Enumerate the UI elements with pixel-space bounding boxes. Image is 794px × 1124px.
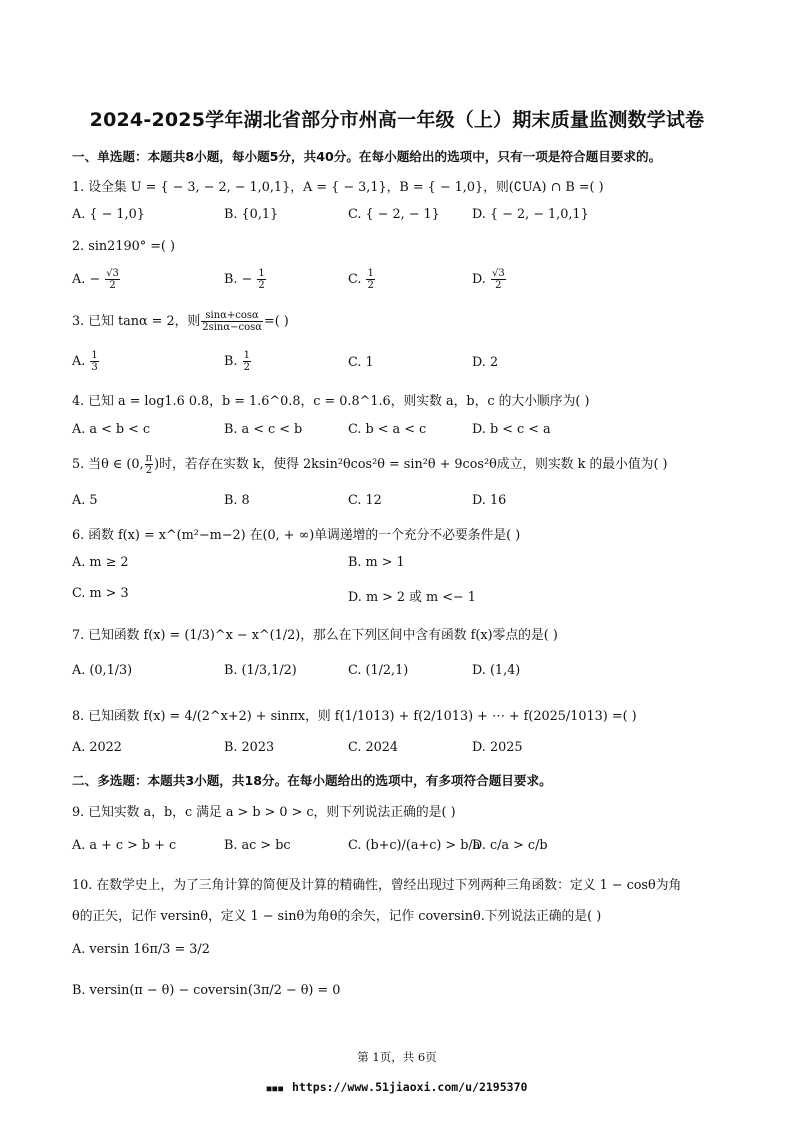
- numerator: sinα+cosα: [201, 310, 263, 322]
- watermark-url: https://www.51jiaoxi.com/u/2195370: [292, 1080, 528, 1094]
- q6-option-c: C. m > 3: [72, 586, 129, 601]
- q9-option-c: C. (b+c)/(a+c) > b/a: [348, 838, 481, 853]
- q5-option-a: A. 5: [72, 493, 98, 508]
- q3-option-c: C. 1: [348, 355, 374, 370]
- question-3-stem: [72, 310, 289, 333]
- q6-option-b: B. m > 1: [348, 555, 405, 570]
- q8-option-d: D. 2025: [472, 740, 523, 755]
- denominator: 2: [495, 280, 502, 291]
- q1-option-c: C. { − 2, − 1}: [348, 207, 440, 222]
- numerator: √3: [491, 268, 505, 279]
- q2-option-d-fraction: [491, 268, 506, 291]
- q5-stem-fraction: [145, 453, 154, 476]
- question-10-line-2: θ的正矢，记作 versinθ，定义 1 − sinθ为角θ的余矢，记作 coversinθ.下列说法正确的是( ): [72, 909, 602, 924]
- question-4-stem: 4. 已知 a = log1.6 0.8，b = 1.6^0.8，c = 0.8^1.6，则实数 a，b，c 的大小顺序为( ): [72, 394, 590, 409]
- q2-option-a: [72, 268, 121, 291]
- denominator: 3: [91, 362, 98, 373]
- q3-option-b: [224, 350, 252, 373]
- q5-option-c: C. 12: [348, 493, 382, 508]
- q2-option-c-label: C.: [348, 272, 362, 287]
- denominator: 2sinα−cosα: [202, 322, 262, 333]
- q1-option-d: D. { − 2, − 1,0,1}: [472, 207, 589, 222]
- q6-option-d: D. m > 2 或 m <− 1: [348, 590, 476, 605]
- q5-option-d: D. 16: [472, 493, 507, 508]
- q10-option-a: A. versin 16π/3 = 3/2: [72, 942, 210, 957]
- numerator: π: [145, 453, 153, 464]
- q3-option-a-fraction: [90, 350, 98, 373]
- numerator: 1: [91, 350, 98, 361]
- denominator: 2: [145, 465, 153, 476]
- q3-stem-end: =( ): [263, 314, 289, 329]
- page-title: 2024-2025学年湖北省部分市州高一年级（上）期末质量监测数学试卷: [89, 109, 705, 131]
- q7-option-b: B. (1/3,1/2): [224, 663, 297, 678]
- section-heading-multi-choice: 二、多选题：本题共3小题，共18分。在每小题给出的选项中，有多项符合题目要求。: [72, 773, 552, 788]
- q5-stem-end: )时，若存在实数 k，使得 2ksin²θcos²θ = sin²θ + 9cos²θ成立，则实数 k 的最小值为( ): [154, 457, 668, 472]
- q2-option-a-fraction: [105, 268, 120, 291]
- question-7-stem: 7. 已知函数 f(x) = (1/3)^x − x^(1/2)，那么在下列区间中含有函数 f(x)零点的是( ): [72, 628, 558, 643]
- q5-option-b: B. 8: [224, 493, 250, 508]
- question-6-stem: 6. 函数 f(x) = x^(m²−m−2) 在(0, + ∞)单调递增的一个充分不必要条件是( ): [72, 528, 521, 543]
- q8-option-b: B. 2023: [224, 740, 275, 755]
- q9-option-d: D. c/a > c/b: [472, 838, 548, 853]
- q1-option-a: A. { − 1,0}: [72, 207, 145, 222]
- numerator: 1: [367, 268, 374, 279]
- question-1-stem: 1. 设全集 U = { − 3, − 2, − 1,0,1}，A = { − 3,1}，B = { − 1,0}，则(∁UA) ∩ B =( ): [72, 180, 604, 195]
- watermark-logo-icon: ■■■: [266, 1084, 285, 1093]
- q3-option-b-label: B.: [224, 354, 238, 369]
- numerator: 1: [243, 350, 250, 361]
- section-heading-single-choice: 一、单选题：本题共8小题，每小题5分，共40分。在每小题给出的选项中，只有一项是符合题目要求的。: [72, 149, 662, 164]
- q3-option-a-label: A.: [72, 354, 86, 369]
- q3-option-d: D. 2: [472, 355, 499, 370]
- numerator: 1: [258, 268, 265, 279]
- q3-option-a: [72, 350, 100, 373]
- q9-option-b: B. ac > bc: [224, 838, 291, 853]
- denominator: 2: [109, 280, 116, 291]
- question-5-stem: [72, 453, 668, 476]
- denominator: 2: [243, 362, 250, 373]
- q8-option-c: C. 2024: [348, 740, 399, 755]
- q2-option-b-fraction: [257, 268, 265, 291]
- q2-option-d-label: D.: [472, 272, 486, 287]
- q7-option-d: D. (1,4): [472, 663, 521, 678]
- q2-option-a-label: A. −: [72, 272, 101, 287]
- q1-option-b: B. {0,1}: [224, 207, 279, 222]
- q2-option-d: [472, 268, 507, 291]
- q4-option-b: B. a < c < b: [224, 422, 303, 437]
- q2-option-c-fraction: [366, 268, 374, 291]
- denominator: 2: [258, 280, 265, 291]
- q7-option-c: C. (1/2,1): [348, 663, 409, 678]
- q5-stem-start: 5. 当θ ∈ (0,: [72, 457, 144, 472]
- question-8-stem: 8. 已知函数 f(x) = 4/(2^x+2) + sinπx，则 f(1/1013) + f(2/1013) + ⋯ + f(2025/1013) =( ): [72, 709, 637, 724]
- q3-stem-fraction: [201, 310, 263, 333]
- question-9-stem: 9. 已知实数 a，b，c 满足 a > b > 0 > c，则下列说法正确的是( ): [72, 805, 456, 820]
- q6-option-a: A. m ≥ 2: [72, 555, 129, 570]
- denominator: 2: [367, 280, 374, 291]
- q9-option-a: A. a + c > b + c: [72, 838, 177, 853]
- q8-option-a: A. 2022: [72, 740, 122, 755]
- q3-option-b-fraction: [243, 350, 251, 373]
- q4-option-d: D. b < c < a: [472, 422, 551, 437]
- q10-option-b: B. versin(π − θ) − coversin(3π/2 − θ) = 0: [72, 983, 341, 998]
- watermark: [0, 1080, 794, 1094]
- q7-option-a: A. (0,1/3): [72, 663, 133, 678]
- numerator: √3: [106, 268, 119, 279]
- q4-option-c: C. b < a < c: [348, 422, 427, 437]
- page-footer: 第 1页，共 6页: [357, 1050, 437, 1064]
- q2-option-b-label: B. −: [224, 272, 253, 287]
- q3-stem-start: 3. 已知 tanα = 2，则: [72, 314, 201, 329]
- q4-option-a: A. a < b < c: [72, 422, 151, 437]
- q2-option-b: [224, 268, 267, 291]
- question-2-stem: 2. sin2190° =( ): [72, 239, 175, 254]
- question-10-line-1: 10. 在数学史上，为了三角计算的简便及计算的精确性，曾经出现过下列两种三角函数：定义 1 − cosθ为角: [72, 878, 682, 893]
- q2-option-c: [348, 268, 376, 291]
